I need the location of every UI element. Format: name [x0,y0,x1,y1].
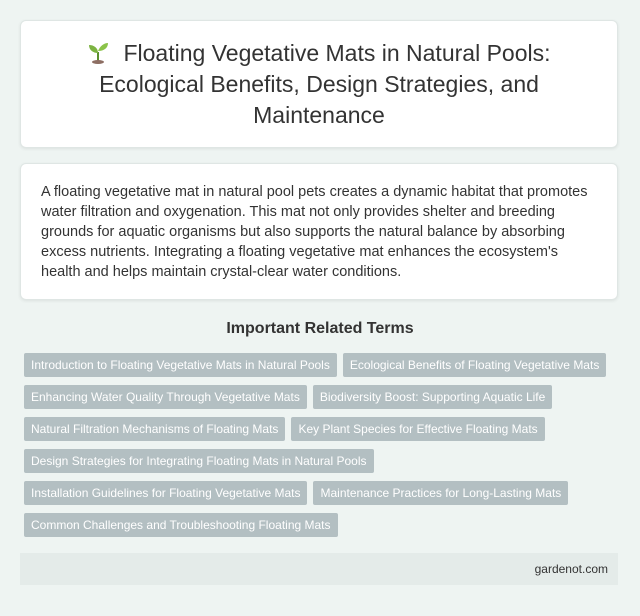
related-term-tag[interactable]: Natural Filtration Mechanisms of Floating Mats [24,417,285,441]
footer [20,553,618,585]
related-term-tag[interactable]: Maintenance Practices for Long-Lasting Mats [313,481,568,505]
tag-row [24,353,606,377]
related-term-tag[interactable]: Key Plant Species for Effective Floating Mats [291,417,544,441]
related-term-tag[interactable]: Introduction to Floating Vegetative Mats in Natural Pools [24,353,337,377]
related-term-tag[interactable]: Common Challenges and Troubleshooting Floating Mats [24,513,338,537]
page-title-text: Floating Vegetative Mats in Natural Pools: Ecological Benefits, Design Strategies, and Maintenance [99,39,551,128]
sprout-icon [87,40,109,64]
related-term-tag[interactable]: Biodiversity Boost: Supporting Aquatic Life [313,385,552,409]
description-card [20,163,618,300]
title-card [20,20,618,148]
related-terms-heading: Important Related Terms [226,320,414,337]
description-text: A floating vegetative mat in natural pool pets creates a dynamic habitat that promotes water filtration and oxygenation. This mat not only provides shelter and breeding grounds for aquatic organisms but also supports the natural balance by absorbing excess nutrients. Integrating a floating vegetative mat enhances the ecosystem's health and helps maintain crystal-clear water conditions. [41,184,588,280]
page-title [41,38,597,131]
related-term-tag[interactable]: Ecological Benefits of Floating Vegetative Mats [343,353,606,377]
related-term-tag[interactable]: Design Strategies for Integrating Floating Mats in Natural Pools [24,449,374,473]
related-term-tag[interactable]: Enhancing Water Quality Through Vegetative Mats [24,385,307,409]
footer-site-link[interactable]: gardenot.com [534,562,608,576]
tag-row [24,449,374,473]
related-term-tag[interactable]: Installation Guidelines for Floating Vegetative Mats [24,481,307,505]
tag-row [24,417,545,441]
tag-row [24,385,552,409]
tag-row [24,481,568,505]
tag-row [24,513,338,537]
